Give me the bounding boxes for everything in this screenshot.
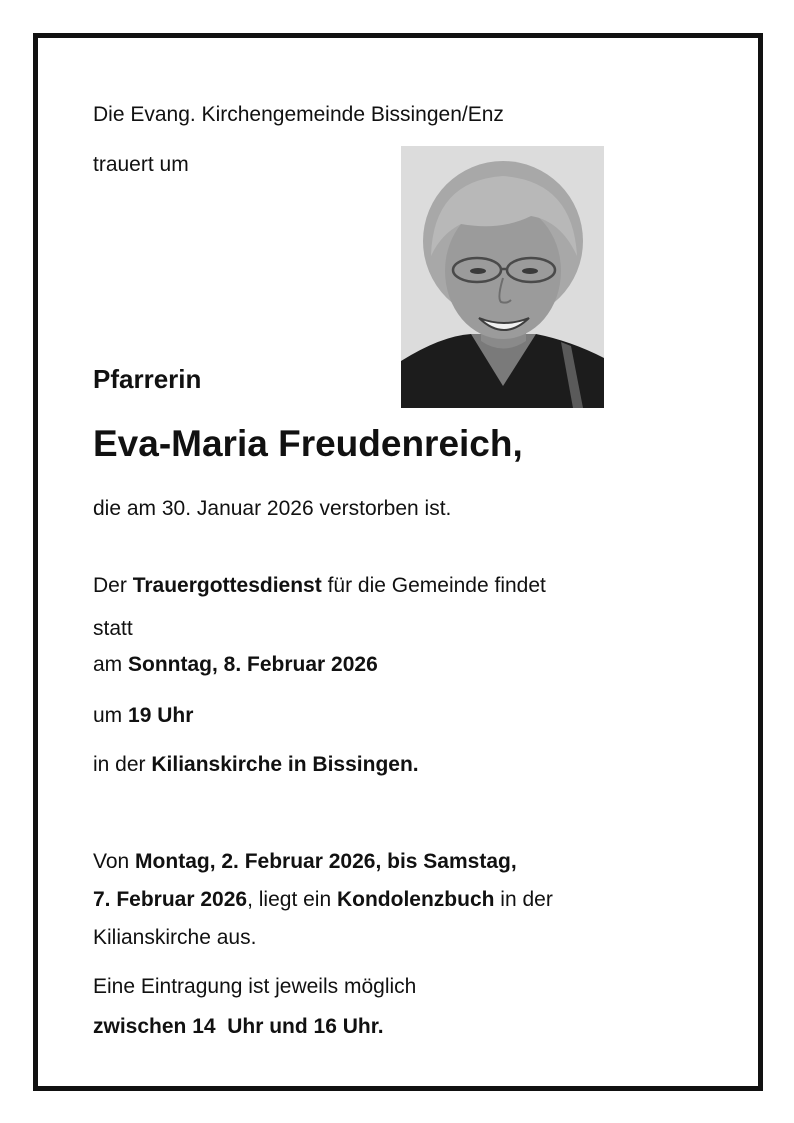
service-post: für die Gemeinde findet <box>321 574 546 597</box>
mourns-text: trauert um <box>93 153 189 176</box>
intro-line <box>93 98 504 131</box>
service-pre: Der <box>93 574 133 597</box>
service-date-line <box>93 648 378 681</box>
condolence-line-4 <box>93 970 416 1003</box>
role-text: Pfarrerin <box>93 364 202 394</box>
service-place-line <box>93 748 419 781</box>
cond-l2-bold: 7. Februar 2026 <box>93 888 248 911</box>
portrait-image <box>401 146 604 408</box>
cond-l1-pre: Von <box>93 850 136 873</box>
service-line2-text: statt <box>93 617 133 640</box>
service-bold: Trauergottesdienst <box>132 574 322 597</box>
cond-l5-bold: zwischen 14 Uhr und 16 Uhr. <box>93 1015 384 1038</box>
condolence-line-3 <box>93 921 256 954</box>
condolence-line-1 <box>93 845 517 878</box>
portrait-photo <box>401 146 604 408</box>
death-date-line <box>93 492 451 525</box>
time-pre: um <box>93 704 129 727</box>
cond-l4-text: Eine Eintragung ist jeweils möglich <box>93 975 417 998</box>
role-title <box>93 362 201 396</box>
name-text: Eva-Maria Freudenreich, <box>93 423 523 464</box>
cond-l3-text: Kilianskirche aus. <box>93 926 257 949</box>
date-pre: am <box>93 653 129 676</box>
death-date-text: die am 30. Januar 2026 verstorben ist. <box>93 497 452 520</box>
service-time-line <box>93 699 193 732</box>
deceased-name <box>93 421 523 467</box>
cond-l1-bold: Montag, 2. Februar 2026, bis Samstag, <box>135 850 517 873</box>
service-line-1 <box>93 569 546 602</box>
place-bold: Kilianskirche in Bissingen. <box>151 753 419 776</box>
mourns-line <box>93 148 189 181</box>
condolence-line-2 <box>93 883 553 916</box>
intro-text: Die Evang. Kirchengemeinde Bissingen/Enz <box>93 103 504 126</box>
service-line-2 <box>93 612 133 645</box>
date-bold: Sonntag, 8. Februar 2026 <box>128 653 378 676</box>
cond-l2-mid: , liegt ein <box>247 888 337 911</box>
place-pre: in der <box>93 753 152 776</box>
cond-l2-post: in der <box>494 888 553 911</box>
time-bold: 19 Uhr <box>128 704 194 727</box>
cond-l2-bold2: Kondolenzbuch <box>336 888 495 911</box>
condolence-line-5 <box>93 1010 384 1043</box>
